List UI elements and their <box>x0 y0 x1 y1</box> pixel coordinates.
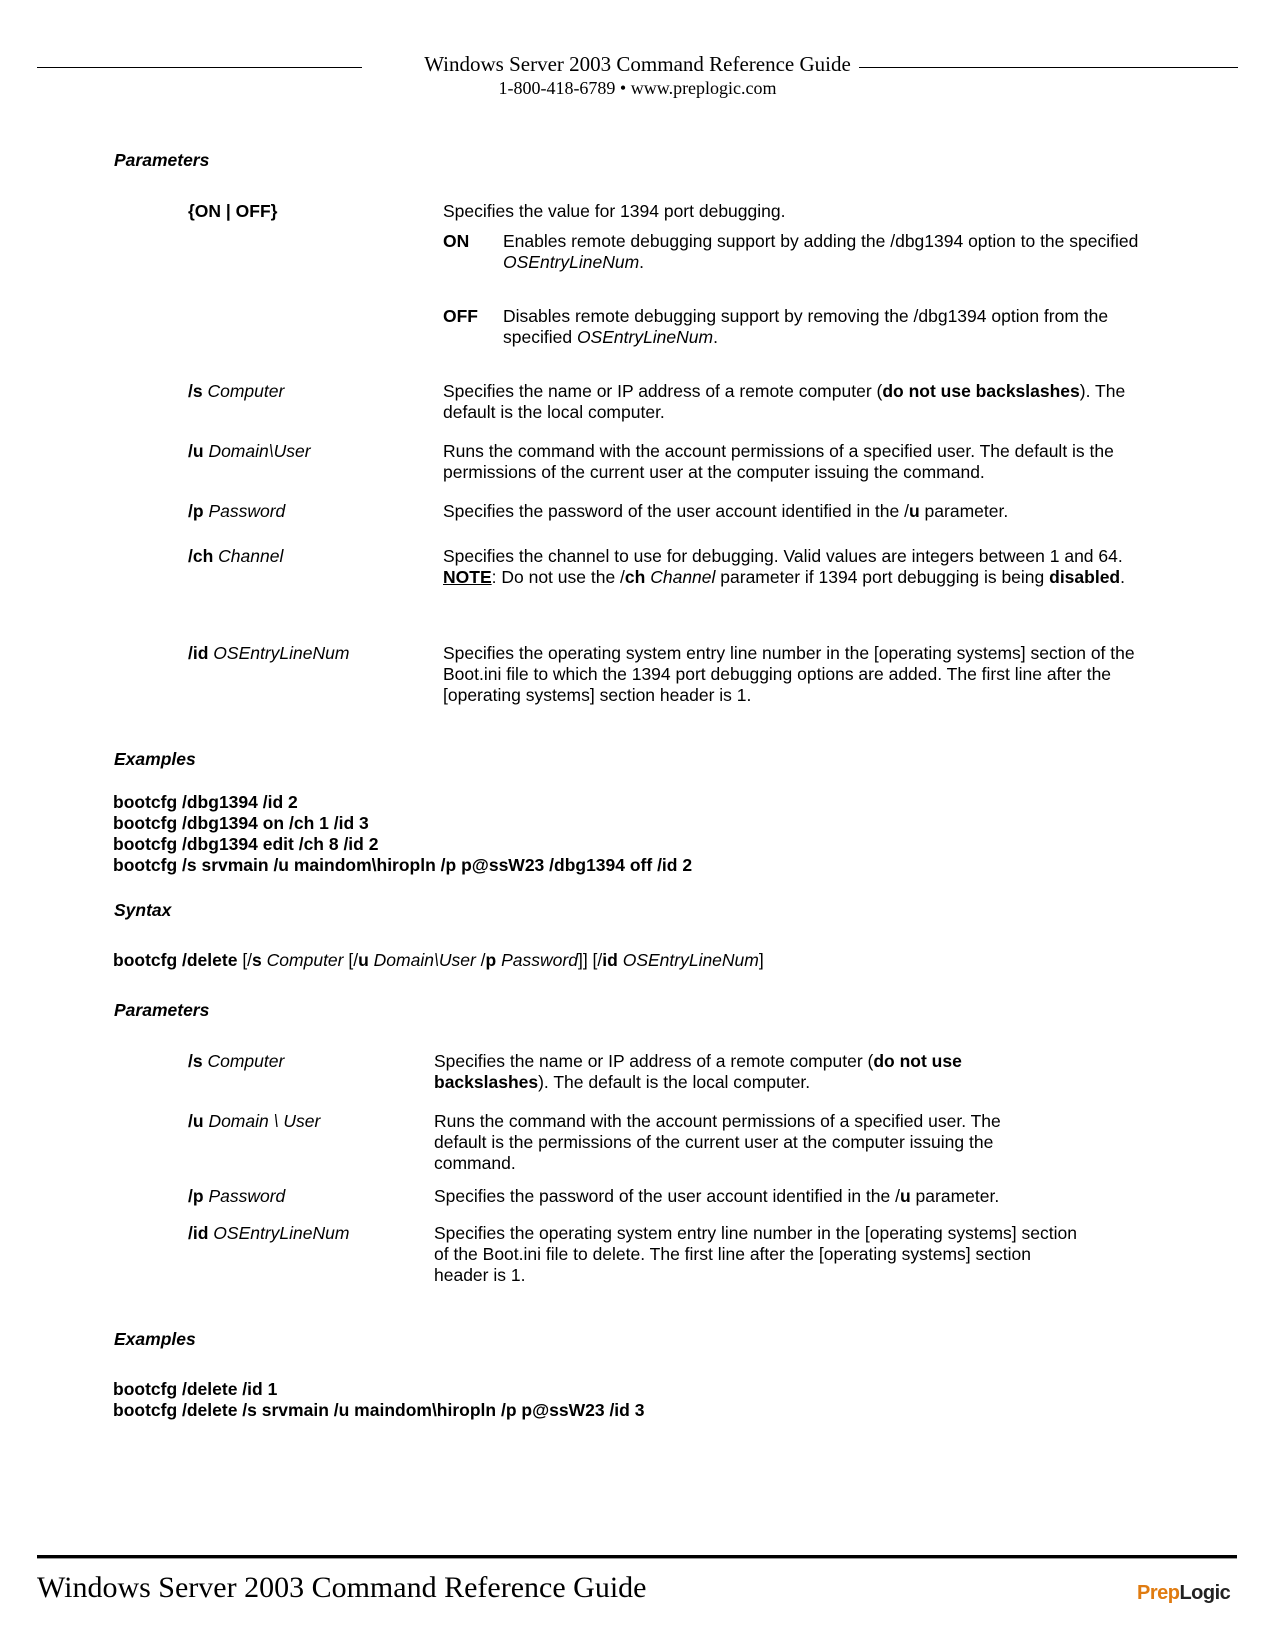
param-u: /u Domain\User <box>188 441 311 461</box>
param-u-desc: Runs the command with the account permissions of a specified user. The default is the permissions of the current user at the computer issuing the command. <box>443 441 1114 482</box>
example-line: bootcfg /dbg1394 on /ch 1 /id 3 <box>113 813 369 833</box>
param-onoff-desc: Specifies the value for 1394 port debugging. <box>443 201 786 221</box>
ch-note: NOTE: Do not use the /ch Channel parameter if 1394 port debugging is being disabled. <box>443 567 1125 587</box>
example-line: bootcfg /s srvmain /u maindom\hiropln /p p@ssW23 /dbg1394 off /id 2 <box>113 855 693 875</box>
examples-heading: Examples <box>114 749 196 769</box>
footer-title: Windows Server 2003 Command Reference Guide <box>37 1571 647 1604</box>
param2-u-desc: Runs the command with the account permissions of a specified user. The default is the permissions of the current user at the computer issuing the command. <box>434 1111 1001 1173</box>
example-line: bootcfg /dbg1394 /id 2 <box>113 792 298 812</box>
param-id: /id OSEntryLineNum <box>188 643 350 663</box>
syntax-heading: Syntax <box>114 900 172 920</box>
param2-p-desc: Specifies the password of the user account identified in the /u parameter. <box>434 1186 1000 1206</box>
on-label: ON <box>443 231 470 251</box>
param-s: /s Computer <box>188 381 285 401</box>
examples-list <box>113 792 692 876</box>
param-ch-desc: Specifies the channel to use for debugging. Valid values are integers between 1 and 64. NOTE: Do not use the /ch Channel parameter if 1394 port debugging is being disabled. <box>443 546 1163 588</box>
off-label: OFF <box>443 306 478 326</box>
param2-p: /p Password <box>188 1186 286 1206</box>
off-desc: Disables remote debugging support by removing the /dbg1394 option from the specified OSEntryLineNum. <box>503 306 1109 347</box>
examples-heading-2: Examples <box>114 1329 196 1349</box>
header-subtitle: 1-800-418-6789 • www.preplogic.com <box>498 78 777 98</box>
example-line: bootcfg /delete /id 1 <box>113 1379 278 1399</box>
parameters-heading: Parameters <box>114 150 210 170</box>
footer-rule <box>37 1555 1237 1559</box>
parameters-heading-2: Parameters <box>114 1000 210 1020</box>
syntax-line: bootcfg /delete [/s Computer [/u Domain\User /p Password]] [/id OSEntryLineNum] <box>113 950 764 970</box>
header-title: Windows Server 2003 Command Reference Guide <box>0 52 1275 76</box>
param2-u: /u Domain \ User <box>188 1111 321 1131</box>
param-onoff: {ON | OFF} <box>188 201 278 221</box>
param2-id-desc: Specifies the operating system entry line number in the [operating systems] section of the Boot.ini file to delete. The first line after the [operating systems] section header is 1. <box>434 1223 1077 1285</box>
param-p-desc: Specifies the password of the user account identified in the /u parameter. <box>443 501 1009 521</box>
example-line: bootcfg /delete /s srvmain /u maindom\hiropln /p p@ssW23 /id 3 <box>113 1400 645 1420</box>
param-s-desc: Specifies the name or IP address of a remote computer (do not use backslashes). The default is the local computer. <box>443 381 1126 422</box>
param-id-desc: Specifies the operating system entry line number in the [operating systems] section of the Boot.ini file to which the 1394 port debugging options are added. The first line after the [operating systems] section header is 1. <box>443 643 1135 705</box>
example-line: bootcfg /dbg1394 edit /ch 8 /id 2 <box>113 834 379 854</box>
preplogic-logo: PrepLogic <box>1137 1582 1231 1604</box>
param2-s-desc: Specifies the name or IP address of a remote computer (do not use backslashes). The default is the local computer. <box>434 1051 962 1092</box>
param2-id: /id OSEntryLineNum <box>188 1223 350 1243</box>
param2-s: /s Computer <box>188 1051 285 1071</box>
on-desc: Enables remote debugging support by adding the /dbg1394 option to the specified OSEntryLineNum. <box>503 231 1139 272</box>
param-p: /p Password <box>188 501 286 521</box>
examples-list-2 <box>113 1379 644 1421</box>
param-ch: /ch Channel <box>188 546 284 566</box>
